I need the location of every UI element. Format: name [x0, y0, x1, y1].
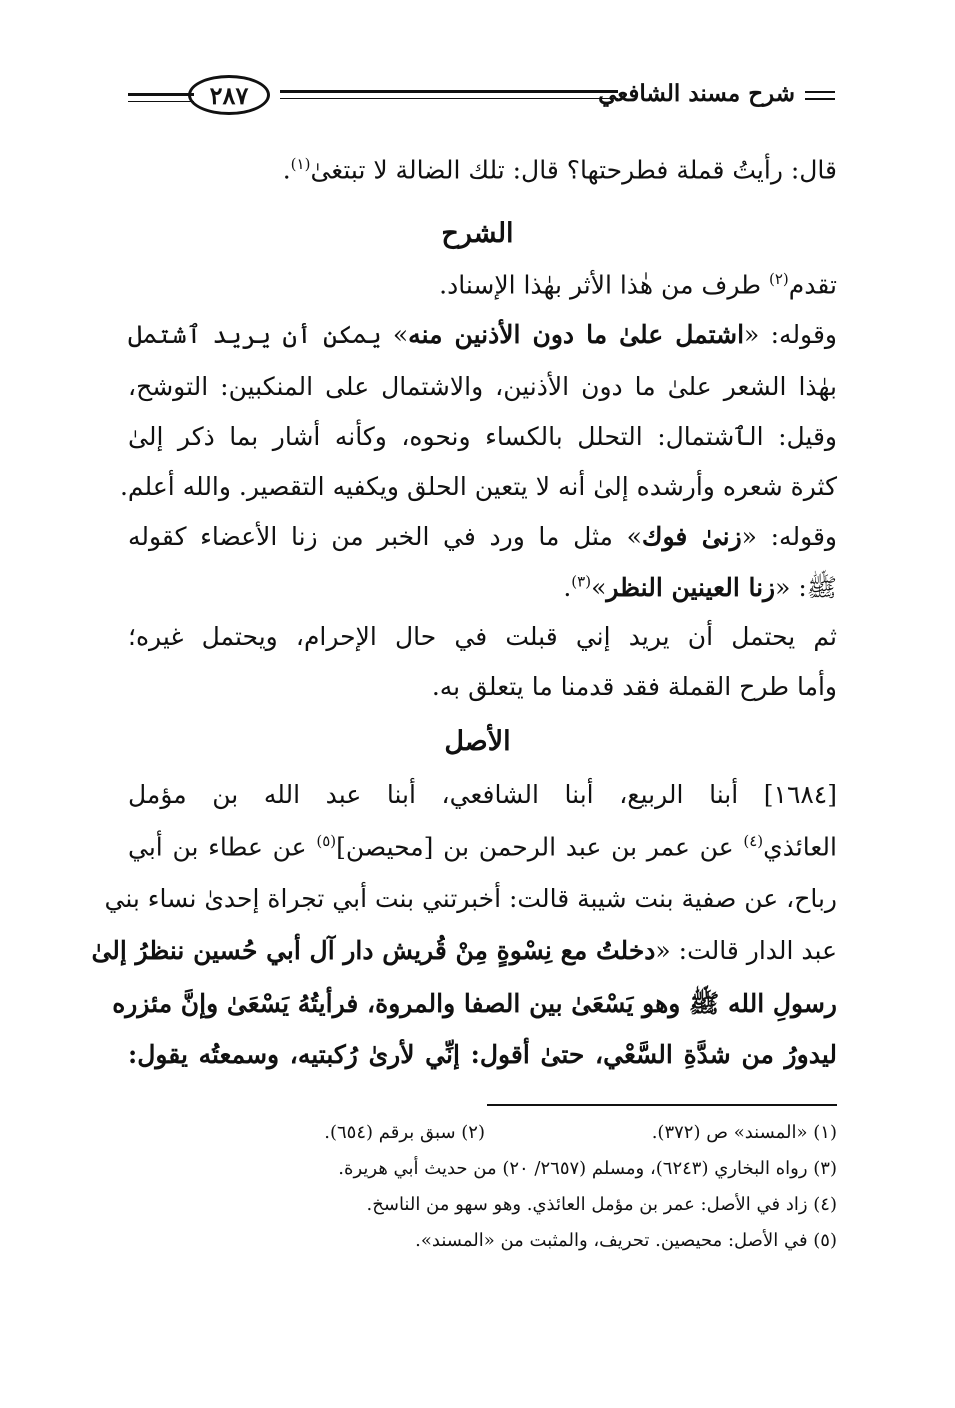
- page-number: ٢٨٧: [188, 75, 270, 115]
- text-span: : «: [775, 573, 807, 602]
- text-span: » يمكن أن يريد ٱشتمل: [128, 320, 409, 349]
- text-span: العائذي: [763, 832, 837, 862]
- text-span: وقوله: «: [744, 320, 837, 349]
- footnote-ref: (٢): [769, 270, 789, 288]
- footnote-ref: (١): [290, 155, 311, 173]
- text-line: [128, 320, 837, 349]
- header-rule: [280, 98, 618, 99]
- footnote-5: (٥) في الأصل: محيصين. تحريف، والمثبت من «المسند».: [415, 1230, 837, 1251]
- text-span: وقوله: «: [741, 522, 838, 551]
- footnote-divider: [487, 1104, 837, 1106]
- text-span: .: [282, 155, 291, 185]
- footnote-1: (١) «المسند» ص (٣٧٢).: [651, 1122, 837, 1143]
- section-heading-asl: الأصل: [444, 726, 511, 757]
- text-span: » مثل ما ورد في الخبر من زنا الأعضاء كقوله: [128, 522, 642, 551]
- text-line: [128, 1040, 837, 1069]
- hadith-text: رسولِ الله ﷺ وهو يَسْعَىٰ بين الصفا والمروة، فرأيتُهُ يَسْعَىٰ وإنَّ مئزره: [112, 989, 837, 1018]
- section-heading-sharh: الشرح: [441, 218, 514, 249]
- header-rule: [280, 90, 618, 93]
- quoted-phrase: زنا العينين النظر: [606, 573, 776, 602]
- text-span: »: [591, 573, 607, 602]
- text-line: وأما طرح القملة فقد قدمنا ما يتعلق به.: [431, 672, 837, 701]
- running-title: شرح مسند الشافعي: [598, 80, 795, 107]
- footnote-ref: (٥): [316, 832, 337, 850]
- footnote-ref: (٤): [743, 832, 764, 850]
- text-span: .: [563, 573, 572, 602]
- footnote-2: (٢) سبق برقم (٦٥٤).: [324, 1122, 485, 1143]
- footnote-3: (٣) رواه البخاري (٦٢٤٣)، ومسلم (٢٦٥٧/ ٢٠) من حديث أبي هريرة.: [338, 1158, 837, 1179]
- text-line: [128, 832, 837, 861]
- text-line: رباح، عن صفية بنت شيبة قالت: أخبرتني بنت أبي تجراة إحدىٰ نساء بني: [104, 884, 837, 913]
- text-line: [283, 155, 837, 184]
- quoted-phrase: اشتمل علىٰ ما دون الأذنين منه: [408, 320, 745, 349]
- text-line: [128, 522, 837, 551]
- header-rule: [128, 101, 194, 102]
- text-line: بهٰذا الشعر علىٰ ما دون الأذنين، والاشتمال على المنكبين: التوشح،: [128, 372, 837, 401]
- header-rule: [128, 93, 194, 96]
- text-span: قال: رأيتُ قملة فطرحتها؟ قال: تلك الضالة لا تبتغىٰ: [310, 155, 837, 185]
- text-span: عن عطاء بن أبي: [128, 832, 307, 862]
- header-rule: [805, 98, 835, 100]
- text-line: [١٦٨٤] أبنا الربيع، أبنا الشافعي، أبنا عبد الله بن مؤمل: [128, 780, 837, 809]
- text-span: طرف من هٰذا الأثر بهٰذا الإسناد.: [439, 270, 762, 300]
- text-line: [563, 572, 837, 609]
- text-span: تقدم: [788, 270, 837, 300]
- text-span: عبد الدار قالت: «: [655, 936, 837, 965]
- header-rule: [805, 91, 835, 93]
- quoted-phrase: زنىٰ فوك: [641, 522, 742, 551]
- footnote-4: (٤) زاد في الأصل: عمر بن مؤمل العائذي. وهو سهو من الناسخ.: [366, 1194, 837, 1215]
- text-line: ثم يحتمل أن يريد إني قبلت في حال الإحرام، ويحتمل غيره؛: [128, 622, 837, 651]
- hadith-text: ليدورُ من شدَّةِ السَّعْي، حتىٰ أقول: إنِّي لأرىٰ رُكبتيه، وسمعتُه يقول:: [128, 1040, 837, 1069]
- hadith-text: دخلتُ مع نِسْوةٍ مِنْ قُريش دار آل أبي حُسين ننظرُ إلىٰ: [91, 936, 656, 965]
- footnote-ref: (٣): [571, 572, 592, 591]
- text-line: [439, 270, 837, 299]
- text-line: [112, 988, 837, 1025]
- text-line: وقيل: الٱشتمال: التحلل بالكساء ونحوه، وكأنه أشار بما ذكر إلىٰ: [128, 422, 837, 451]
- text-line: كثرة شعره وأرشده إلىٰ أنه لا يتعين الحلق ويكفيه التقصير. والله أعلم.: [119, 472, 837, 501]
- salutation-glyph: ﷺ: [806, 573, 837, 602]
- text-span: عن عمر بن عبد الرحمن بن [محيصن]: [336, 832, 734, 862]
- text-line: [91, 936, 837, 965]
